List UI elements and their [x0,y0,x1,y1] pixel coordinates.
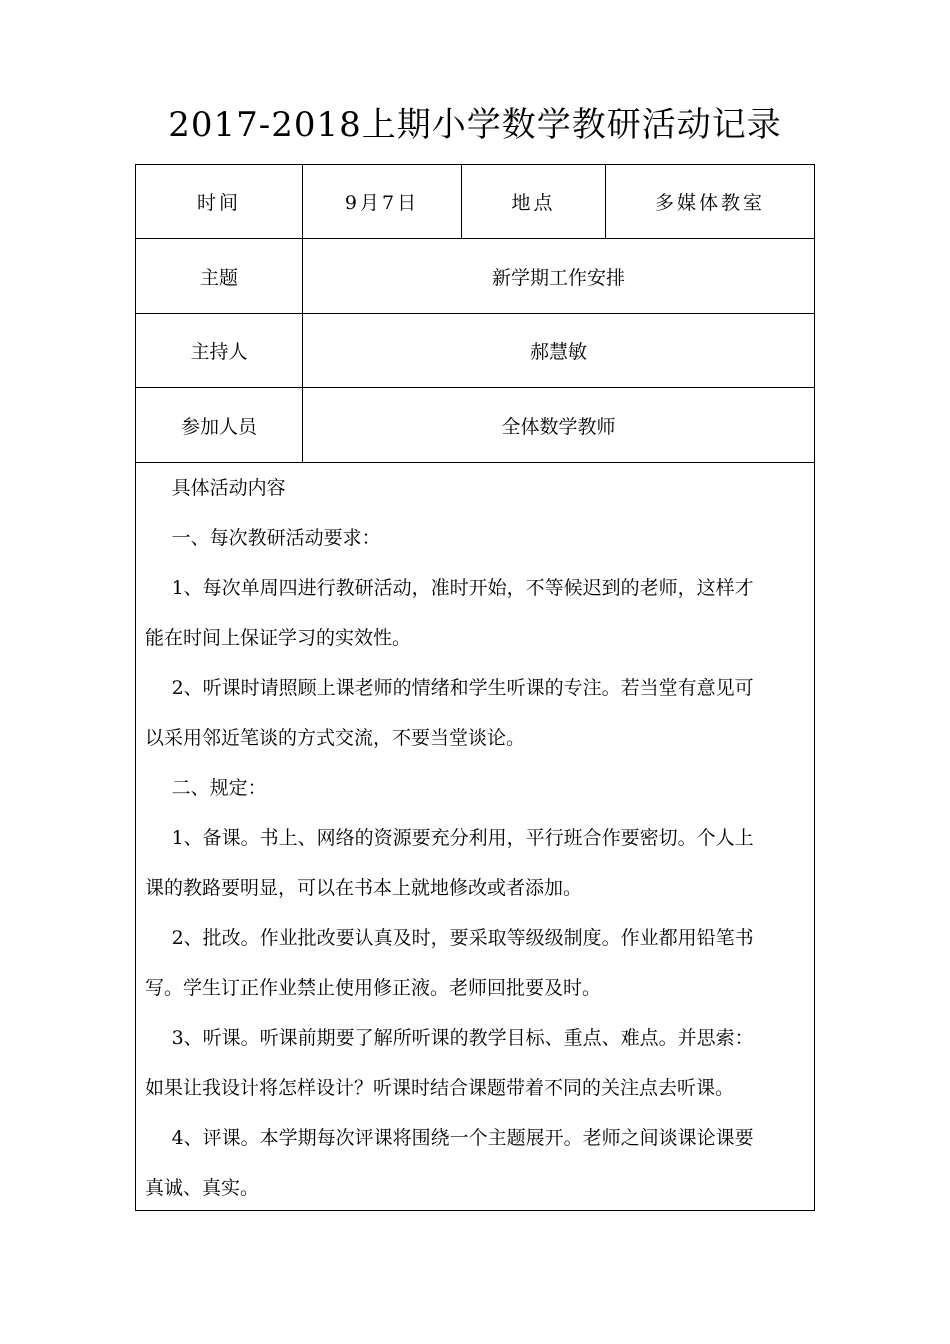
paragraph-line: 1、每次单周四进行教研活动，准时开始，不等候迟到的老师，这样才 [171,577,754,599]
host-value: 郝慧敏 [302,314,814,387]
host-label: 主持人 [190,341,248,363]
paragraph-line: 2、听课时请照顾上课老师的情绪和学生听课的专注。若当堂有意见可 [171,677,754,699]
participants-label: 参加人员 [180,415,257,438]
paragraph-line: 真诚、真实。 [145,1177,260,1199]
paragraph-line: 4、评课。本学期每次评课将围绕一个主题展开。老师之间谈课论课要 [171,1127,754,1149]
row-time-place [136,165,814,239]
paragraph-line: 如果让我设计将怎样设计？听课时结合课题带着不同的关注点去听课。 [145,1077,735,1099]
section-rules: 二、规定： [171,777,267,799]
paragraph-line: 写。学生订正作业禁止使用修正液。老师回批要及时。 [145,977,602,999]
record-table [135,164,815,1211]
participants-value: 全体数学教师 [302,388,814,462]
paragraph-line: 以采用邻近笔谈的方式交流，不要当堂谈论。 [145,727,526,749]
row-host [136,314,814,388]
topic-value: 新学期工作安排 [302,239,814,313]
paragraph-line: 能在时间上保证学习的实效性。 [145,627,412,649]
paragraph-line: 3、听课。听课前期要了解所听课的教学目标、重点、难点。并思索： [171,1027,754,1049]
page-title: 2017-2018上期小学数学教研活动记录 [168,105,782,145]
section-requirements: 一、每次教研活动要求： [171,527,381,549]
paragraph-line: 2、批改。作业批改要认真及时，要采取等级级制度。作业都用铅笔书 [171,927,754,949]
paragraph-line: 课的教路要明显，可以在书本上就地修改或者添加。 [145,877,583,899]
topic-label: 主题 [199,266,238,289]
content-heading: 具体活动内容 [171,477,286,499]
row-participants [136,388,814,463]
place-value: 多媒体教室 [605,165,814,238]
row-topic [136,239,814,314]
activity-content [136,463,814,1213]
place-label: 地点 [461,165,605,238]
time-value: 9月7日 [302,165,461,238]
paragraph-line: 1、备课。书上、网络的资源要充分利用，平行班合作要密切。个人上 [171,827,754,849]
time-label: 时间 [196,192,241,214]
